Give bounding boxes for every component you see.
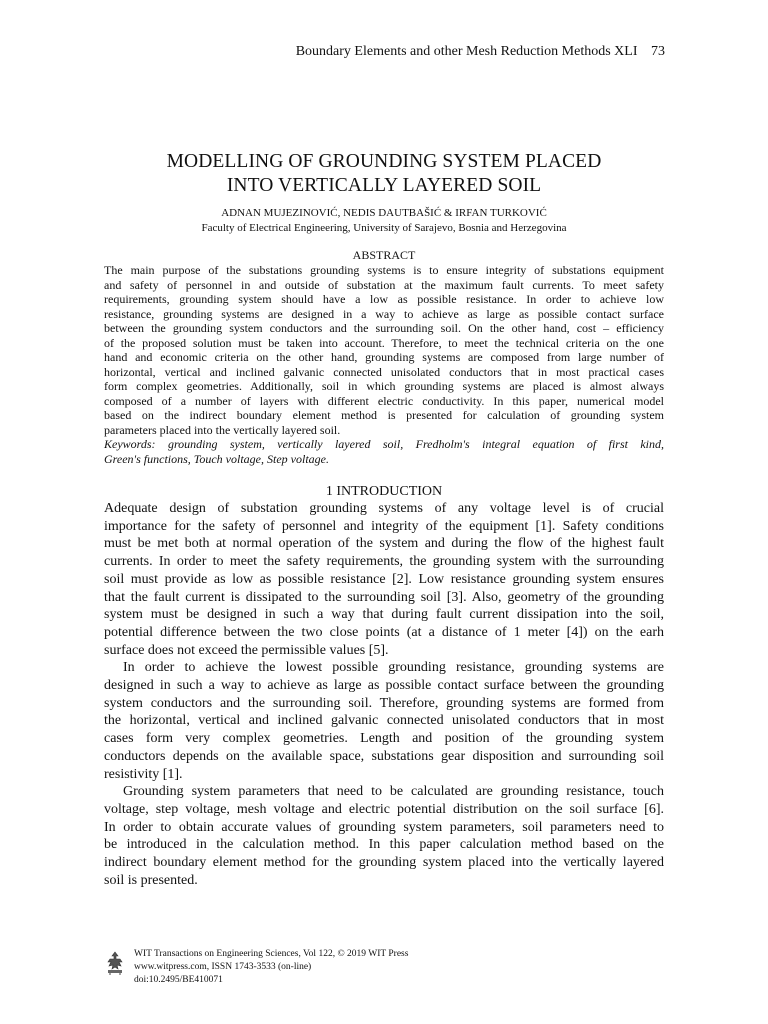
footer-line: WIT Transactions on Engineering Sciences, Vol 122, © 2019 WIT Press	[134, 949, 409, 959]
abstract-body	[104, 263, 664, 466]
abstract-line: of the proposed solution must be taken into account. Therefore, to meet the technical criteria on the one	[104, 335, 664, 350]
abstract-line: composed of a number of layers with different electric conductivity. In this paper, numerical model	[104, 393, 664, 408]
title-line: MODELLING OF GROUNDING SYSTEM PLACED	[166, 151, 602, 172]
intro-line: In order to achieve the lowest possible grounding resistance, grounding systems are	[123, 660, 664, 676]
intro-line: surface does not exceed the permissible values [5].	[104, 642, 389, 658]
intro-line: indirect boundary element method for the grounding system placed into the vertically layered	[104, 855, 664, 871]
abstract-line: and safety of personnel in and outside of substation at the maximum fault currents. To meet safety	[104, 277, 664, 292]
footer-line: doi:10.2495/BE410071	[134, 975, 223, 985]
intro-line: Grounding system parameters that need to be calculated are grounding resistance, touch	[123, 784, 664, 800]
intro-line: resistivity [1].	[104, 766, 183, 782]
footer-line: www.witpress.com, ISSN 1743-3533 (on-line)	[134, 962, 312, 972]
footer	[104, 948, 604, 998]
abstract-line: hand and economic criteria on the other hand, grounding systems are composed from large number of	[104, 350, 664, 364]
footer-text	[134, 948, 408, 987]
intro-line: be introduced in the calculation method. In this paper calculation method based on the	[104, 837, 664, 853]
authors: ADNAN MUJEZINOVIĆ, NEDIS DAUTBAŠIĆ & IRFAN TURKOVIĆ	[221, 207, 547, 219]
intro-line: that the fault current is dissipated to the surrounding soil [3]. Also, geometry of the grounding	[104, 589, 664, 605]
running-title: Boundary Elements and other Mesh Reduction Methods XLI	[295, 44, 638, 59]
abstract-line: horizontal, vertical and inclined galvanic connected unisolated conductors that in most practical cases	[104, 364, 664, 379]
affiliation: Faculty of Electrical Engineering, University of Sarajevo, Bosnia and Herzegovina	[201, 222, 567, 234]
wit-press-logo-icon	[104, 950, 126, 976]
abstract-line: requirements, grounding system should have a low as possible resistance. In order to achieve low	[104, 292, 664, 306]
intro-line: In order to obtain accurate values of grounding system parameters, soil parameters need to	[104, 819, 664, 835]
intro-line: currents. In order to meet the safety requirements, the grounding system with the surrounding	[104, 554, 664, 570]
intro-line: the horizontal, vertical and inclined galvanic connected unisolated conductors that in most	[104, 713, 664, 729]
running-head	[296, 44, 665, 60]
title-line: INTO VERTICALLY LAYERED SOIL	[226, 175, 542, 196]
abstract-line: resistance, grounding systems are designed in a way to achieve as large as possible contact surface	[104, 306, 664, 321]
intro-line: soil is presented.	[104, 872, 198, 888]
abstract-line: based on the indirect boundary element method is presented for calculation of grounding system	[104, 408, 664, 422]
abstract-line: between the grounding system conductors and the surrounding soil. On the other hand, cost – efficiency	[104, 321, 664, 335]
section-heading-introduction: 1 INTRODUCTION	[325, 484, 443, 499]
intro-line: must be met both at normal operation of the system and during the flow of the highest fault	[104, 536, 664, 552]
intro-line: Adequate design of substation grounding systems of any voltage level is of crucial	[104, 501, 664, 516]
keywords-line: Green's functions, Touch voltage, Step voltage.	[104, 451, 329, 466]
page-number: 73	[651, 44, 665, 59]
abstract-line: The main purpose of the substations grounding systems is to ensure integrity of substations equipment	[104, 263, 664, 277]
intro-line: system conductors and the surrounding soil. Therefore, grounding systems are formed from	[104, 695, 664, 711]
intro-line: voltage, step voltage, mesh voltage and electric potential distribution on the soil surface [6].	[104, 801, 664, 817]
abstract-heading: ABSTRACT	[352, 248, 416, 262]
keywords-line: Keywords: grounding system, vertically layered soil, Fredholm's integral equation of first kind,	[104, 437, 664, 451]
abstract-line: form complex geometries. Additionally, soil in which grounding systems are placed is almost always	[104, 379, 664, 393]
intro-line: potential difference between the two close points (at a distance of 1 meter [4]) on the earh	[104, 624, 664, 640]
intro-line: soil must provide as low as possible resistance [2]. Low resistance grounding system ensures	[104, 571, 664, 587]
intro-line: importance for the safety of personnel and integrity of the equipment [1]. Safety conditions	[104, 518, 664, 534]
paper-title	[104, 150, 664, 198]
intro-line: conductors depends on the available space, substations gear disposition and surrounding soil	[104, 748, 664, 764]
intro-line: designed in such a way to achieve as large as possible contact surface between the grounding	[104, 678, 664, 694]
intro-line: cases form very complex geometries. Length and position of the grounding system	[104, 731, 664, 747]
abstract-line: parameters placed into the vertically layered soil.	[104, 422, 341, 437]
intro-line: system must be designed in such a way that during fault current dissipation into the soil,	[104, 607, 664, 623]
introduction-body	[104, 500, 664, 889]
